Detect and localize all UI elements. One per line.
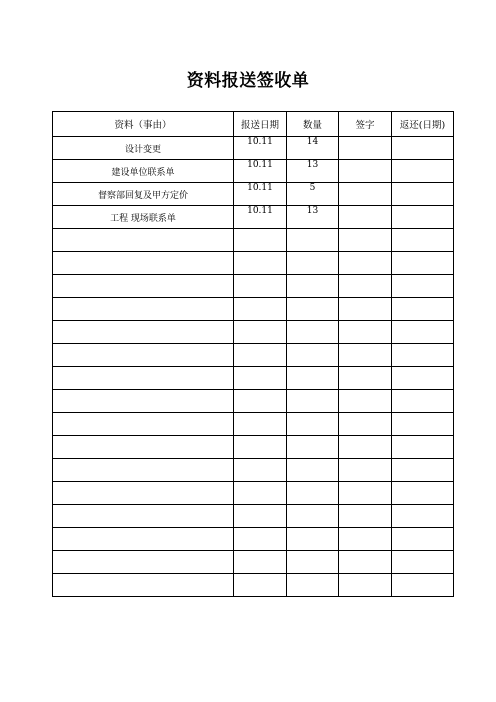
cell-qty[interactable] bbox=[287, 229, 339, 252]
empty-row bbox=[53, 459, 454, 482]
empty-row bbox=[53, 574, 454, 597]
cell-sign[interactable] bbox=[339, 275, 392, 298]
cell-return[interactable] bbox=[392, 321, 454, 344]
cell-item[interactable] bbox=[53, 344, 234, 367]
cell-qty[interactable] bbox=[287, 390, 339, 413]
cell-sign[interactable] bbox=[339, 505, 392, 528]
cell-return[interactable] bbox=[392, 367, 454, 390]
cell-return[interactable] bbox=[392, 551, 454, 574]
cell-date[interactable] bbox=[234, 344, 287, 367]
empty-row bbox=[53, 551, 454, 574]
empty-row bbox=[53, 482, 454, 505]
cell-return[interactable] bbox=[392, 344, 454, 367]
cell-date[interactable]: 10.11 bbox=[234, 137, 287, 160]
header-row bbox=[53, 112, 454, 137]
cell-sign[interactable] bbox=[339, 137, 392, 160]
cell-sign[interactable] bbox=[339, 344, 392, 367]
empty-row bbox=[53, 275, 454, 298]
cell-sign[interactable] bbox=[339, 160, 392, 183]
cell-return[interactable] bbox=[392, 459, 454, 482]
cell-return[interactable] bbox=[392, 528, 454, 551]
cell-return[interactable] bbox=[392, 505, 454, 528]
cell-return[interactable] bbox=[392, 436, 454, 459]
cell-sign[interactable] bbox=[339, 390, 392, 413]
cell-item[interactable] bbox=[53, 574, 234, 597]
cell-return[interactable] bbox=[392, 252, 454, 275]
cell-sign[interactable] bbox=[339, 574, 392, 597]
cell-item[interactable] bbox=[53, 505, 234, 528]
cell-qty[interactable] bbox=[287, 574, 339, 597]
cell-sign[interactable] bbox=[339, 459, 392, 482]
empty-row bbox=[53, 229, 454, 252]
cell-return[interactable] bbox=[392, 574, 454, 597]
cell-item[interactable] bbox=[53, 436, 234, 459]
cell-return[interactable] bbox=[392, 482, 454, 505]
cell-date[interactable] bbox=[234, 528, 287, 551]
cell-sign[interactable] bbox=[339, 321, 392, 344]
cell-item[interactable]: 工程 现场联系单 bbox=[53, 206, 234, 229]
header-qty: 数量 bbox=[287, 112, 339, 137]
cell-date[interactable] bbox=[234, 275, 287, 298]
cell-date[interactable] bbox=[234, 574, 287, 597]
cell-item[interactable] bbox=[53, 229, 234, 252]
cell-date[interactable] bbox=[234, 436, 287, 459]
cell-date[interactable] bbox=[234, 321, 287, 344]
cell-item[interactable] bbox=[53, 275, 234, 298]
empty-row bbox=[53, 413, 454, 436]
cell-qty[interactable]: 13 bbox=[287, 206, 339, 229]
cell-sign[interactable] bbox=[339, 367, 392, 390]
empty-row bbox=[53, 344, 454, 367]
cell-qty[interactable] bbox=[287, 459, 339, 482]
cell-sign[interactable] bbox=[339, 413, 392, 436]
cell-item[interactable] bbox=[53, 367, 234, 390]
cell-sign[interactable] bbox=[339, 298, 392, 321]
cell-date[interactable] bbox=[234, 413, 287, 436]
empty-row bbox=[53, 367, 454, 390]
cell-sign[interactable] bbox=[339, 436, 392, 459]
cell-qty[interactable] bbox=[287, 505, 339, 528]
page-title: 资料报送签收单 bbox=[186, 71, 310, 91]
cell-sign[interactable] bbox=[339, 252, 392, 275]
cell-return[interactable] bbox=[392, 229, 454, 252]
cell-item[interactable] bbox=[53, 551, 234, 574]
cell-date[interactable] bbox=[234, 367, 287, 390]
cell-item[interactable] bbox=[53, 482, 234, 505]
cell-qty[interactable] bbox=[287, 551, 339, 574]
cell-return[interactable] bbox=[392, 275, 454, 298]
cell-qty[interactable] bbox=[287, 482, 339, 505]
cell-qty[interactable] bbox=[287, 528, 339, 551]
cell-date[interactable] bbox=[234, 252, 287, 275]
header-sign: 签字 bbox=[339, 112, 392, 137]
cell-qty[interactable] bbox=[287, 275, 339, 298]
cell-qty[interactable] bbox=[287, 298, 339, 321]
cell-date[interactable] bbox=[234, 459, 287, 482]
cell-item[interactable] bbox=[53, 413, 234, 436]
cell-date[interactable]: 10.11 bbox=[234, 183, 287, 206]
cell-item[interactable] bbox=[53, 390, 234, 413]
blank-rows bbox=[53, 229, 454, 597]
table-row bbox=[53, 160, 454, 183]
cell-qty[interactable]: 5 bbox=[287, 183, 339, 206]
header-item: 资料（事由） bbox=[53, 112, 234, 137]
cell-sign[interactable] bbox=[339, 183, 392, 206]
header-return: 返还(日期) bbox=[392, 112, 454, 137]
cell-sign[interactable] bbox=[339, 482, 392, 505]
table-row bbox=[53, 183, 454, 206]
cell-sign[interactable] bbox=[339, 551, 392, 574]
cell-qty[interactable] bbox=[287, 367, 339, 390]
header-date: 报送日期 bbox=[234, 112, 287, 137]
cell-sign[interactable] bbox=[339, 229, 392, 252]
cell-item[interactable] bbox=[53, 321, 234, 344]
table-row bbox=[53, 137, 454, 160]
cell-return[interactable] bbox=[392, 183, 454, 206]
cell-date[interactable]: 10.11 bbox=[234, 160, 287, 183]
cell-item[interactable]: 建设单位联系单 bbox=[53, 160, 234, 183]
cell-qty[interactable] bbox=[287, 344, 339, 367]
cell-item[interactable] bbox=[53, 459, 234, 482]
empty-row bbox=[53, 528, 454, 551]
empty-row bbox=[53, 252, 454, 275]
cell-item[interactable] bbox=[53, 252, 234, 275]
cell-date[interactable]: 10.11 bbox=[234, 206, 287, 229]
empty-row bbox=[53, 436, 454, 459]
cell-return[interactable] bbox=[392, 413, 454, 436]
cell-return[interactable] bbox=[392, 206, 454, 229]
cell-item[interactable]: 督察部回复及甲方定价 bbox=[53, 183, 234, 206]
cell-date[interactable] bbox=[234, 505, 287, 528]
submission-table bbox=[52, 111, 454, 597]
cell-qty[interactable] bbox=[287, 321, 339, 344]
cell-item[interactable]: 设计变更 bbox=[53, 137, 234, 160]
cell-qty[interactable]: 13 bbox=[287, 160, 339, 183]
cell-date[interactable] bbox=[234, 229, 287, 252]
cell-qty[interactable] bbox=[287, 413, 339, 436]
cell-item[interactable] bbox=[53, 528, 234, 551]
empty-row bbox=[53, 298, 454, 321]
empty-row bbox=[53, 390, 454, 413]
cell-return[interactable] bbox=[392, 137, 454, 160]
cell-item[interactable] bbox=[53, 298, 234, 321]
cell-qty[interactable] bbox=[287, 436, 339, 459]
empty-row bbox=[53, 321, 454, 344]
cell-date[interactable] bbox=[234, 551, 287, 574]
cell-sign[interactable] bbox=[339, 206, 392, 229]
cell-return[interactable] bbox=[392, 160, 454, 183]
cell-date[interactable] bbox=[234, 482, 287, 505]
empty-row bbox=[53, 505, 454, 528]
cell-date[interactable] bbox=[234, 298, 287, 321]
cell-return[interactable] bbox=[392, 390, 454, 413]
cell-return[interactable] bbox=[392, 298, 454, 321]
cell-sign[interactable] bbox=[339, 528, 392, 551]
cell-date[interactable] bbox=[234, 390, 287, 413]
table-row bbox=[53, 206, 454, 229]
cell-qty[interactable] bbox=[287, 252, 339, 275]
cell-qty[interactable]: 14 bbox=[287, 137, 339, 160]
